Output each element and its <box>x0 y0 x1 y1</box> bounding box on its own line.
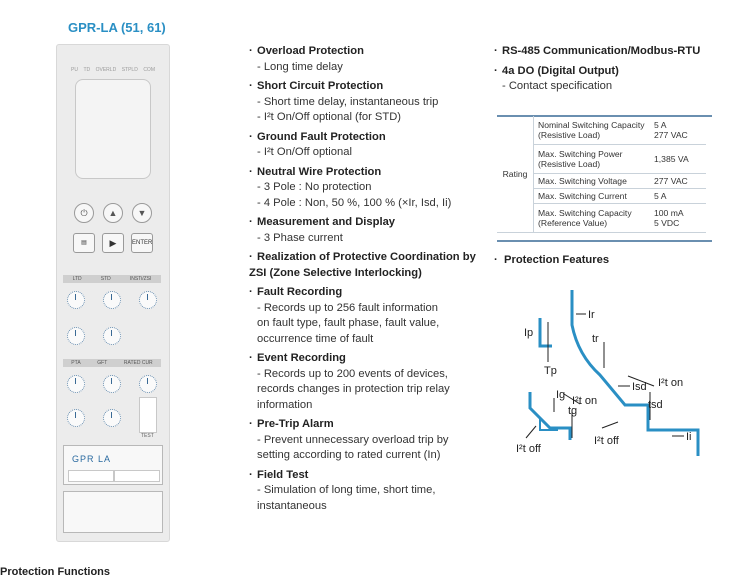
rating-name: Max. Switching Capacity (Reference Value) <box>534 204 651 233</box>
tg-label: tg <box>568 405 578 417</box>
rating-value: 277 VAC <box>650 174 706 189</box>
nameplate-field <box>114 470 160 482</box>
group-label: RATED CUR <box>123 360 153 366</box>
test-button[interactable] <box>139 397 157 433</box>
led-label: OVERLD <box>95 67 117 73</box>
setting-dial[interactable] <box>67 409 85 427</box>
rating-value: 5 A 277 VAC <box>650 116 706 145</box>
feature-line: - 4 Pole : Non, 50 %, 100 % (×Ir, Isd, Ii) <box>257 196 452 209</box>
setting-dial[interactable] <box>103 291 121 309</box>
led-label: TD <box>83 67 91 73</box>
group-label: STD <box>100 276 111 282</box>
feature-item <box>249 215 489 246</box>
feature-line: - 3 Phase current <box>257 231 343 244</box>
setting-dial[interactable] <box>67 327 85 345</box>
i2t-off-g-label: I²t off <box>516 443 541 455</box>
i2t-off-arrow <box>602 422 618 428</box>
group-label: LTD <box>72 276 82 282</box>
feature-item <box>249 285 489 347</box>
setting-group-header <box>63 275 161 283</box>
table-row <box>497 116 706 145</box>
blank-panel <box>63 491 163 533</box>
rating-table <box>497 116 706 233</box>
feature-line: - Records up to 256 fault information <box>257 301 438 314</box>
feature-line: setting according to rated current (In) <box>257 449 441 461</box>
feature-line: - Short time delay, instantaneous trip <box>257 95 439 108</box>
do-line: - Contact specification <box>502 80 613 92</box>
setting-dial[interactable] <box>103 409 121 427</box>
do-heading: · 4a DO (Digital Output) <box>494 64 700 80</box>
rating-name: Max. Switching Voltage <box>534 174 651 189</box>
protection-heading: · Protection Features <box>494 254 609 266</box>
feature-item <box>249 250 489 281</box>
led-label: COM <box>143 67 155 73</box>
ip-label: Ip <box>524 327 534 339</box>
feature-item <box>249 44 489 75</box>
protection-curve-diagram <box>500 280 730 470</box>
group-label: GFT <box>97 360 108 366</box>
led-label: PU <box>71 67 78 73</box>
rating-name: Nominal Switching Capacity (Resistive Load) <box>534 116 651 145</box>
i2t-on-label: I²t on <box>658 377 684 389</box>
communication-section <box>494 44 700 95</box>
feature-heading: · Short Circuit Protection <box>249 79 489 95</box>
menu-icon[interactable]: ▤ <box>73 233 95 253</box>
setting-group-header <box>63 359 161 367</box>
rating-value: 1,385 VA <box>650 145 706 174</box>
feature-line: - 3 Pole : No protection <box>257 181 372 193</box>
section-footer: Protection Functions <box>0 566 110 578</box>
feature-heading: · Fault Recording <box>249 285 489 301</box>
setting-dial[interactable] <box>139 375 157 393</box>
rating-value: 100 mA 5 VDC <box>650 204 706 233</box>
feature-line: - Simulation of long time, short time, <box>257 484 436 496</box>
group-label: INSTi/ZSI <box>129 276 152 282</box>
feature-heading: · Ground Fault Protection <box>249 130 489 146</box>
led-label: STPLD <box>121 67 138 73</box>
feature-line: - I²t On/Off optional (for STD) <box>257 111 402 123</box>
pretrip-curve <box>540 318 552 346</box>
tsd-label: tsd <box>648 399 663 411</box>
setting-dial[interactable] <box>67 375 85 393</box>
feature-heading: · Overload Protection <box>249 44 489 60</box>
nameplate-field <box>68 470 114 482</box>
setting-dial[interactable] <box>139 291 157 309</box>
feature-line: occurrence time of fault <box>257 332 374 345</box>
setting-dial[interactable] <box>67 291 85 309</box>
rs485-heading: · RS-485 Communication/Modbus-RTU <box>494 44 700 60</box>
feature-heading: · Realization of Protective Coordination by ZSI (Zone Selective Interlocking) <box>249 250 489 281</box>
ii-label: Ii <box>686 431 692 443</box>
test-label: TEST <box>141 433 154 439</box>
feature-heading: · Measurement and Display <box>249 215 489 231</box>
feature-line: records changes in protection trip relay <box>257 383 450 395</box>
feature-item <box>249 351 489 413</box>
feature-line: instantaneous <box>257 499 327 512</box>
feature-line: - Records up to 200 events of devices, <box>257 367 448 380</box>
relay-device <box>56 44 170 542</box>
setting-dial[interactable] <box>103 327 121 345</box>
power-icon[interactable]: ⏻ <box>74 203 94 223</box>
feature-line: - I²t On/Off optional <box>257 146 352 158</box>
feature-heading: · Pre-Trip Alarm <box>249 417 489 433</box>
setting-dial[interactable] <box>103 375 121 393</box>
feature-item <box>249 468 489 515</box>
play-icon[interactable]: ▶ <box>102 233 124 253</box>
feature-line: - Prevent unnecessary overload trip by <box>257 433 449 446</box>
feature-heading: · Neutral Wire Protection <box>249 165 489 181</box>
tr-label: tr <box>592 333 599 345</box>
feature-item <box>249 417 489 464</box>
enter-button[interactable]: ENTER <box>131 233 153 253</box>
rating-value: 5 A <box>650 189 706 204</box>
rating-label: Rating <box>497 116 534 233</box>
device-title: GPR-LA (51, 61) <box>68 20 166 35</box>
rating-name: Max. Switching Power (Resistive Load) <box>534 145 651 174</box>
nameplate <box>63 445 163 485</box>
ig-label: Ig <box>556 389 566 401</box>
feature-heading: · Event Recording <box>249 351 489 367</box>
rating-name: Max. Switching Current <box>534 189 651 204</box>
isd-label: Isd <box>632 381 647 393</box>
i2t-off-g-arrow <box>526 426 536 438</box>
feature-item <box>249 79 489 126</box>
nameplate-text: GPR LA <box>72 454 112 464</box>
table-rule <box>497 240 712 242</box>
i2t-on-g-label: I²t on <box>572 395 598 407</box>
feature-list <box>249 44 489 518</box>
led-row <box>71 67 155 73</box>
feature-line: information <box>257 398 313 411</box>
feature-line: on fault type, fault phase, fault value, <box>257 317 440 329</box>
feature-item <box>249 165 489 212</box>
group-label: PTA <box>71 360 81 366</box>
feature-line: - Long time delay <box>257 60 343 73</box>
up-arrow-icon[interactable]: ▲ <box>103 203 123 223</box>
feature-heading: · Field Test <box>249 468 489 484</box>
lcd-display <box>75 79 151 179</box>
feature-item <box>249 130 489 161</box>
i2t-off-label: I²t off <box>594 435 619 447</box>
tp-label: Tp <box>544 365 557 377</box>
ir-label: Ir <box>588 309 595 321</box>
down-arrow-icon[interactable]: ▼ <box>132 203 152 223</box>
